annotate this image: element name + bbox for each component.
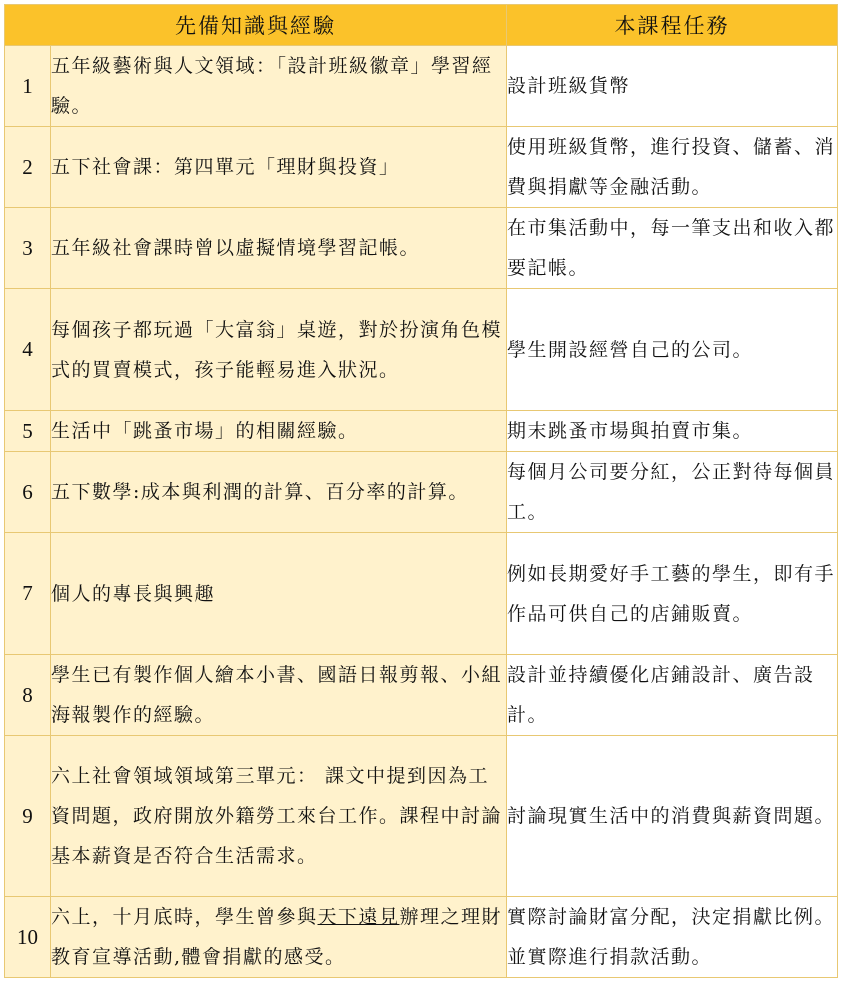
table-row: [5, 208, 838, 289]
table-row: [5, 897, 838, 978]
row-number: 1: [5, 46, 51, 127]
prior-knowledge-cell: 六上社會領域領域第三單元： 課文中提到因為工資問題，政府開放外籍勞工來台工作。課程中討論基本薪資是否符合生活需求。: [51, 736, 507, 897]
prior-knowledge-cell: 五下社會課：第四單元「理財與投資」: [51, 127, 507, 208]
prior-text-part: 六上，十月底時，學生曾參與: [51, 906, 318, 928]
prior-text-part: 辦理之理財教育宣導活動,體會捐獻的感受。: [51, 906, 503, 968]
course-task-cell: 實際討論財富分配，決定捐獻比例。並實際進行捐款活動。: [507, 897, 838, 978]
course-task-cell: 設計並持續優化店鋪設計、廣告設計。: [507, 655, 838, 736]
row-number: 6: [5, 452, 51, 533]
prior-knowledge-cell: 五年級社會課時曾以虛擬情境學習記帳。: [51, 208, 507, 289]
row-number: 7: [5, 533, 51, 655]
table-row: [5, 289, 838, 411]
row-number: 5: [5, 411, 51, 452]
prior-knowledge-cell: 五年級藝術與人文領域：「設計班級徽章」學習經驗。: [51, 46, 507, 127]
table-row: [5, 46, 838, 127]
table-row: [5, 533, 838, 655]
row-number: 2: [5, 127, 51, 208]
organizer-name: 天下遠見: [317, 906, 400, 928]
course-task-cell: 學生開設經營自己的公司。: [507, 289, 838, 411]
course-task-cell: 在市集活動中，每一筆支出和收入都要記帳。: [507, 208, 838, 289]
table-row: [5, 411, 838, 452]
table-row: [5, 655, 838, 736]
row-number: 3: [5, 208, 51, 289]
course-task-cell: 每個月公司要分紅，公正對待每個員工。: [507, 452, 838, 533]
header-row: [5, 5, 838, 46]
prior-knowledge-cell: [51, 897, 507, 978]
header-prior-knowledge: 先備知識與經驗: [5, 5, 507, 46]
course-task-cell: 使用班級貨幣，進行投資、儲蓄、消費與捐獻等金融活動。: [507, 127, 838, 208]
course-task-cell: 例如長期愛好手工藝的學生，即有手作品可供自己的店鋪販賣。: [507, 533, 838, 655]
prior-knowledge-cell: 每個孩子都玩過「大富翁」桌遊，對於扮演角色模式的買賣模式，孩子能輕易進入狀況。: [51, 289, 507, 411]
prior-knowledge-cell: 個人的專長與興趣: [51, 533, 507, 655]
course-task-cell: 討論現實生活中的消費與薪資問題。: [507, 736, 838, 897]
row-number: 9: [5, 736, 51, 897]
course-task-cell: 設計班級貨幣: [507, 46, 838, 127]
course-task-cell: 期末跳蚤市場與拍賣市集。: [507, 411, 838, 452]
table-row: [5, 452, 838, 533]
prior-knowledge-cell: 學生已有製作個人繪本小書、國語日報剪報、小組海報製作的經驗。: [51, 655, 507, 736]
curriculum-table: [4, 4, 838, 978]
row-number: 8: [5, 655, 51, 736]
prior-knowledge-cell: 生活中「跳蚤市場」的相關經驗。: [51, 411, 507, 452]
row-number: 4: [5, 289, 51, 411]
prior-knowledge-cell: 五下數學:成本與利潤的計算、百分率的計算。: [51, 452, 507, 533]
table-row: [5, 127, 838, 208]
row-number: 10: [5, 897, 51, 978]
table-row: [5, 736, 838, 897]
header-course-task: 本課程任務: [507, 5, 838, 46]
